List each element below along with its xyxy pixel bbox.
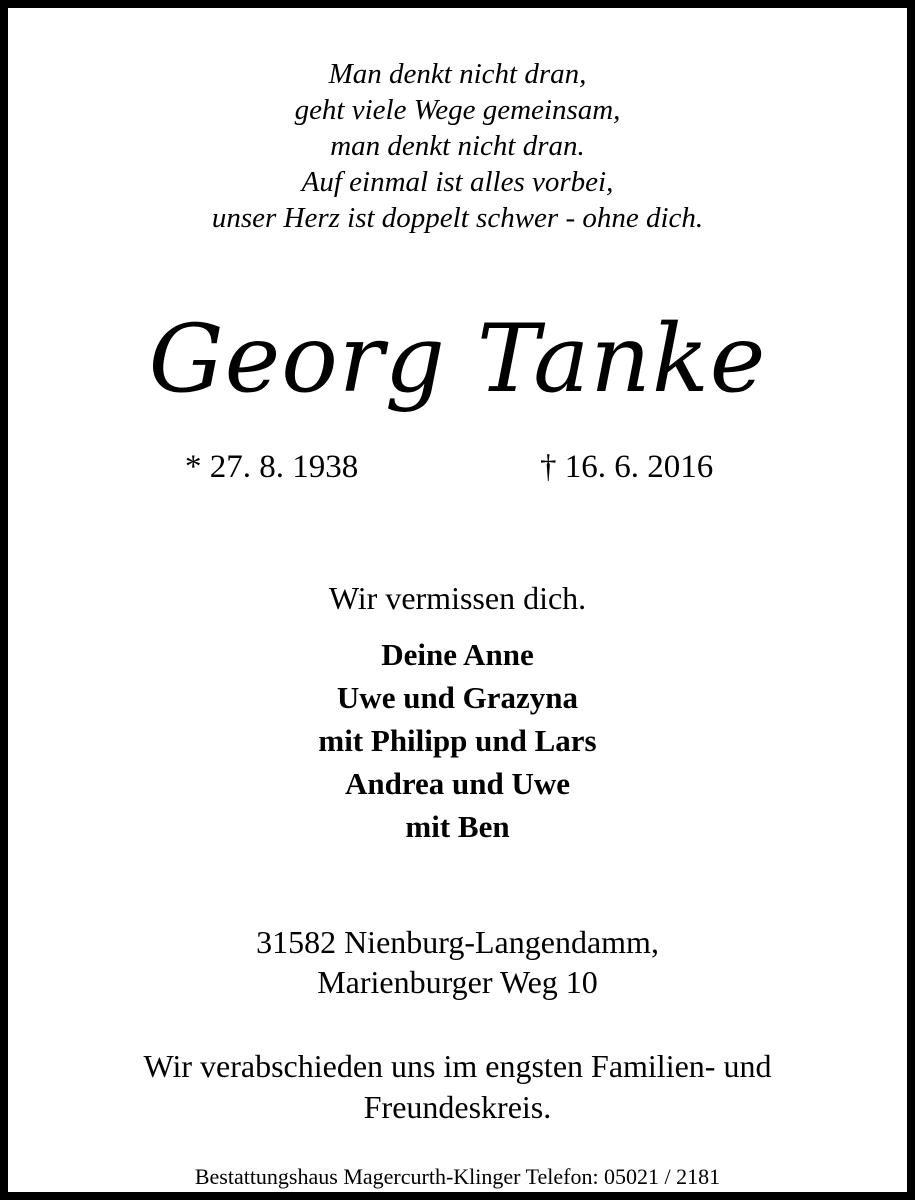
mourner-line: Andrea und Uwe [344,766,571,801]
address [8,922,907,1002]
farewell-text [8,1046,907,1128]
farewell-line: Wir verabschieden uns im engsten Familien- und [143,1048,772,1084]
mourner-line: mit Philipp und Lars [318,723,597,758]
mourner-line: Deine Anne [381,637,534,672]
funeral-home-footer: Bestattungshaus Magercurth-Klinger Telefon: 05021 / 2181 [194,1164,721,1189]
poem-line: Man denkt nicht dran, [328,58,587,90]
death-date: † 16. 6. 2016 [540,449,714,485]
birth-date: * 27. 8. 1938 [185,449,359,485]
farewell-line: Freundeskreis. [363,1089,552,1125]
poem [8,56,907,236]
deceased-name: Georg Tanke [148,305,767,414]
mourners-list [8,633,907,848]
address-line: 31582 Nienburg-Langendamm, [256,924,659,960]
poem-line: Auf einmal ist alles vorbei, [301,166,614,198]
poem-line: man denkt nicht dran. [330,130,585,162]
address-line: Marienburger Weg 10 [317,964,598,1000]
miss-text: Wir vermissen dich. [328,580,587,616]
poem-line: unser Herz ist doppelt schwer - ohne dich. [211,202,704,234]
mourner-line: mit Ben [405,809,510,844]
mourner-line: Uwe und Grazyna [336,680,579,715]
poem-line: geht viele Wege gemeinsam, [294,94,621,126]
